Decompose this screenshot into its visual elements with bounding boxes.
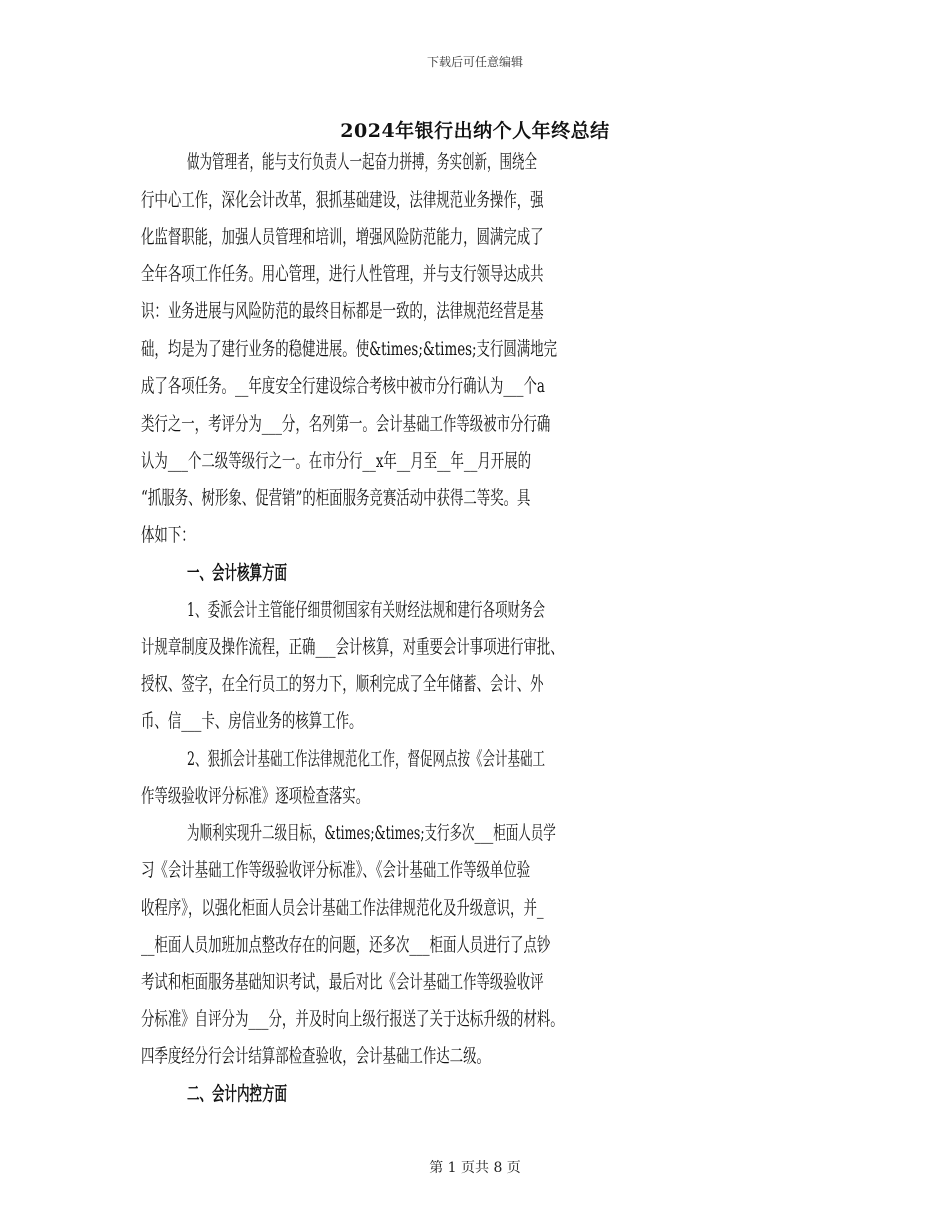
body-line: 化监督职能，加强人员管理和培训，增强风险防范能力，圆满完成了 bbox=[141, 226, 544, 248]
body-line: 行中心工作，深化会计改革，狠抓基础建设，法律规范业务操作，强 bbox=[141, 189, 544, 211]
body-line: 币、信___卡、房信业务的核算工作。 bbox=[141, 710, 363, 732]
document-title: 2024年银行出纳个人年终总结 bbox=[340, 120, 610, 142]
body-line: 四季度经分行会计结算部检查验收，会计基础工作达二级。 bbox=[141, 1045, 490, 1067]
body-line: 考试和柜面服务基础知识考试，最后对比《会计基础工作等级验收评 bbox=[141, 971, 544, 993]
body-line: 全年各项工作任务。用心管理，进行人性管理，并与支行领导达成共 bbox=[141, 263, 544, 285]
body-line: 类行之一，考评分为___分，名列第一。会计基础工作等级被市分行确 bbox=[141, 413, 551, 435]
body-line: 成了各项任务。__年度安全行建设综合考核中被市分行确认为___个a bbox=[141, 375, 545, 397]
body-line: 作等级验收评分标准》逐项检查落实。 bbox=[141, 785, 370, 807]
section-heading: 一、会计核算方面 bbox=[187, 562, 288, 584]
body-line: 识：业务进展与风险防范的最终目标都是一致的，法律规范经营是基 bbox=[141, 300, 544, 322]
body-line: 做为管理者，能与支行负责人一起奋力拼搏，务实创新，围绕全 bbox=[187, 151, 538, 173]
body-line: 认为___个二级等级行之一。在市分行__x年__月至__年__月开展的 bbox=[141, 450, 532, 472]
body-line: 收程序》，以强化柜面人员会计基础工作法律规范化及升级意识，并_ bbox=[141, 897, 544, 919]
body-line: 授权、签字，在全行员工的努力下，顺利完成了全年储蓄、会计、外 bbox=[141, 673, 544, 695]
body-line: 2、狠抓会计基础工作法律规范化工作，督促网点按《会计基础工 bbox=[187, 748, 545, 770]
body-line: 习《会计基础工作等级验收评分标准》、《会计基础工作等级单位验 bbox=[141, 859, 531, 881]
page-header: 下载后可任意编辑 bbox=[426, 55, 523, 69]
body-line: __柜面人员加班加点整改存在的问题，还多次___柜面人员进行了点钞 bbox=[141, 934, 551, 956]
body-line: “抓服务、树形象、促营销”的柜面服务竞赛活动中获得二等奖。具 bbox=[141, 487, 531, 509]
section-heading: 二、会计内控方面 bbox=[187, 1083, 288, 1105]
body-line: 分标准》自评分为___分，并及时向上级行报送了关于达标升级的材料。 bbox=[141, 1008, 564, 1030]
body-line: 础，均是为了建行业务的稳健进展。使&times;&times;支行圆满地完 bbox=[141, 338, 558, 360]
body-line: 计规章制度及操作流程，正确___会计核算，对重要会计事项进行审批、 bbox=[141, 636, 564, 658]
body-line: 1、委派会计主管能仔细贯彻国家有关财经法规和建行各项财务会 bbox=[187, 599, 545, 621]
page-footer: 第 1 页共 8 页 bbox=[429, 1160, 521, 1176]
body-line: 体如下： bbox=[141, 524, 195, 546]
body-line: 为顺利实现升二级目标，&times;&times;支行多次___柜面人员学 bbox=[187, 822, 556, 844]
